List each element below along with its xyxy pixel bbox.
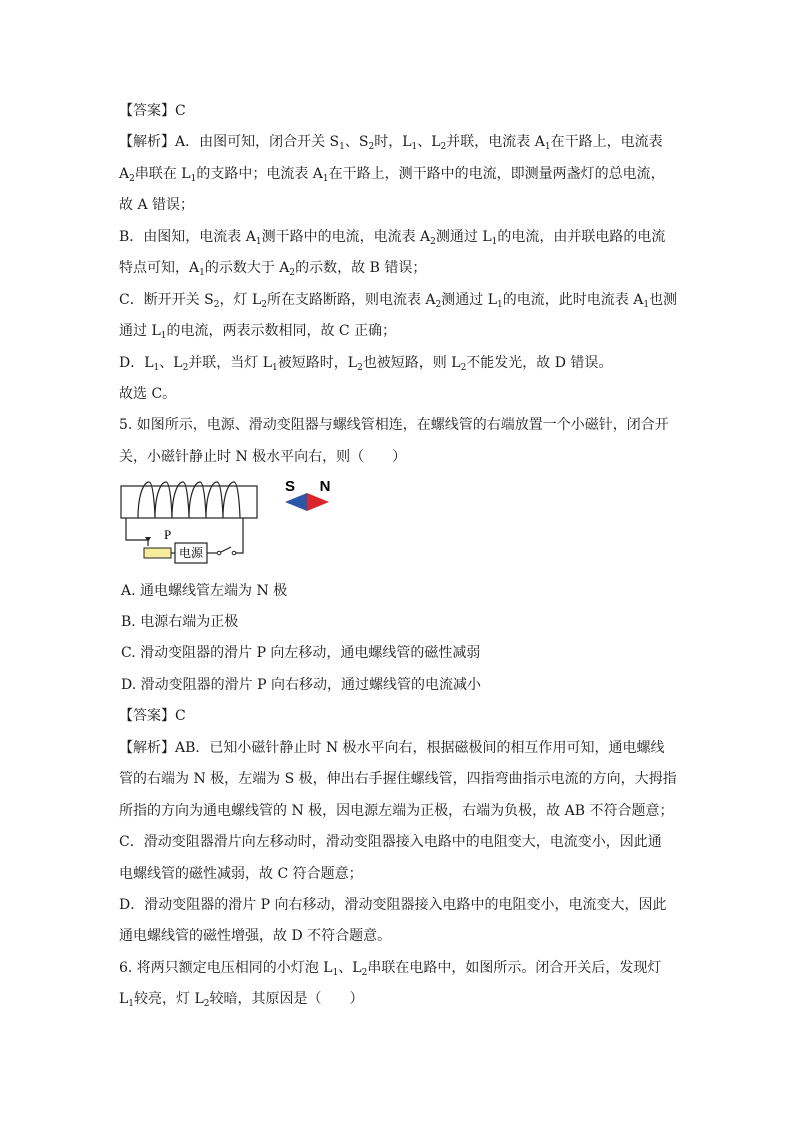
solenoid-coil (138, 482, 240, 518)
q4-conclusion: 故选 C。 (119, 386, 177, 402)
switch-contact (232, 551, 236, 555)
q4-analysis-line-5: 特点可知，$A_1$的示数大于 $A_2$的示数，故 B 错误； (119, 260, 427, 278)
needle-s-pole (285, 493, 307, 511)
rheostat (144, 548, 171, 558)
q5-analysis-line-3: 所指的方向为通电螺线管的 N 极，因电源左端为正极，右端为负极，故 AB 不符合题意； (119, 803, 674, 819)
q4-analysis-line-7: 通过 $L_1$的电流，两表示数相同，故 C 正确； (119, 323, 397, 341)
q4-answer: 【答案】C (119, 103, 186, 119)
q5-option-d: D. 滑动变阻器的滑片 P 向右移动，通过螺线管的电流减小 (121, 677, 481, 693)
q5-answer: 【答案】C (119, 708, 186, 724)
q5-stem-line-2: 关，小磁针静止时 N 极水平向右，则（ ） (119, 449, 407, 465)
q5-analysis-line-6: D．滑动变阻器的滑片 P 向右移动，滑动变阻器接入电路中的电阻变小，电流变大，因此 (119, 897, 667, 913)
q4-analysis-line-1: 【解析】A．由图可知，闭合开关 $S_1$、$S_2$时，$L_1$、$L_2$并联，电流表 $A_1$在干路上，电流表 (119, 134, 663, 152)
q5-analysis-line-2: 管的右端为 N 极，左端为 S 极，伸出右手握住螺线管，四指弯曲指示电流的方向，大拇指 (119, 771, 677, 787)
needle-n-pole (307, 493, 329, 511)
q5-option-a: A. 通电螺线管左端为 N 极 (121, 583, 288, 599)
switch-pivot (217, 551, 221, 555)
q4-analysis-line-6: C．断开开关 $S_2$，灯 $L_2$所在支路断路，则电流表 $A_2$测通过 $L_1$的电流，此时电流表 $A_1$也测 (119, 292, 678, 310)
slider-label: P (164, 527, 172, 542)
q5-option-b: B. 电源右端为正极 (121, 614, 239, 630)
needle-n-label: N (319, 478, 331, 495)
solenoid-circuit-figure (118, 474, 338, 566)
q4-analysis-line-4: B．由图知，电流表 $A_1$测干路中的电流，电流表 $A_2$测通过 $L_1$的电流，由并联电路的电流 (119, 229, 666, 247)
solenoid (121, 482, 257, 518)
q5-analysis-line-5: 电螺线管的磁性减弱，故 C 符合题意； (119, 866, 363, 882)
q4-analysis-line-8: D．$L_1$、$L_2$并联，当灯 $L_1$被短路时，$L_2$也被短路，则 $L_2$不能发光，故 D 错误。 (119, 355, 613, 373)
q5-option-c: C. 滑动变阻器的滑片 P 向左移动，通电螺线管的磁性减弱 (121, 645, 481, 661)
q6-stem-line-2: $L_1$较亮，灯 $L_2$较暗，其原因是（ ） (119, 991, 364, 1009)
q4-analysis-line-3: 故 A 错误； (119, 197, 195, 213)
q5-analysis-line-7: 通电螺线管的磁性增强，故 D 不符合题意。 (119, 928, 392, 944)
q5-analysis-line-4: C．滑动变阻器滑片向左移动时，滑动变阻器接入电路中的电阻变大，电流变小，因此通 (119, 834, 662, 850)
q5-analysis-line-1: 【解析】AB．已知小磁针静止时 N 极水平向右，根据磁极间的相互作用可知，通电螺线 (119, 740, 665, 756)
needle-s-label: S (284, 478, 296, 495)
q5-stem-line-1: 5. 如图所示，电源、滑动变阻器与螺线管相连，在螺线管的右端放置一个小磁针，闭合开 (119, 417, 669, 433)
q6-stem-line-1: 6. 将两只额定电压相同的小灯泡 $L_1$、$L_2$串联在电路中，如图所示。闭合开关后，发现灯 (119, 960, 662, 978)
q4-analysis-line-2: $A_2$串联在 $L_1$的支路中；电流表 $A_1$在干路上，测干路中的电流，即测量两盏灯的总电流， (119, 166, 665, 184)
power-source-label: 电源 (178, 546, 204, 560)
